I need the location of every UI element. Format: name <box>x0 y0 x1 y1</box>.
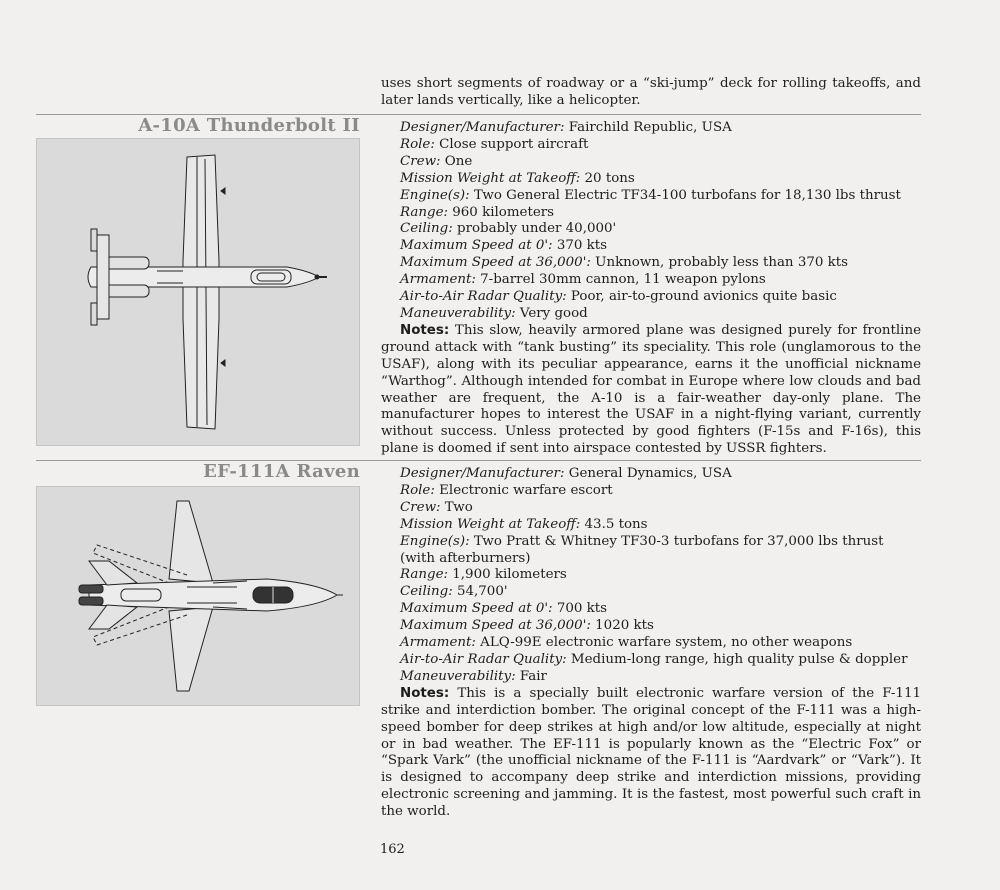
spec-speed-sea-level: Maximum Speed at 0': 700 kts <box>400 601 608 617</box>
spec-designer: Designer/Manufacturer: Fairchild Republic, USA <box>400 120 732 135</box>
intro-text: uses short segments of roadway or a “ski-jump” deck for rolling takeoffs, and later lands vertically, like a helicopter. <box>381 76 921 108</box>
spec-weight: Mission Weight at Takeoff: 20 tons <box>400 170 635 186</box>
spec-designer: Designer/Manufacturer: General Dynamics, USA <box>400 466 732 481</box>
ef111-planform-drawing <box>37 487 359 705</box>
ef111-notes: Notes: This is a specially built electronic warfare version of the F-111 strike and interdiction bomber. The original concept of the F-111 was a high-speed bomber for deep strikes at high and/or low altitude, especially at night or in bad weather. The EF-111 is popularly known as the “Electric Fox” or “Spark Vark” (the unofficial nickname of the F-111 is “Aardvark” or “Vark”). It is designed to accompany deep strike and interdiction missions, providing electronic screening and jamming. It is the fastest, most powerful such craft in the world. <box>381 685 921 820</box>
ef111-specifications <box>381 466 921 821</box>
spec-weight: Mission Weight at Takeoff: 43.5 tons <box>400 516 648 532</box>
page-number: 162 <box>380 842 405 857</box>
spec-armament: Armament: 7-barrel 30mm cannon, 11 weapon pylons <box>400 272 766 288</box>
spec-speed-altitude: Maximum Speed at 36,000': 1020 kts <box>400 618 654 634</box>
spec-radar: Air-to-Air Radar Quality: Medium-long range, high quality pulse & doppler <box>400 651 908 667</box>
spec-radar: Air-to-Air Radar Quality: Poor, air-to-ground avionics quite basic <box>400 289 837 305</box>
spec-speed-sea-level: Maximum Speed at 0': 370 kts <box>400 238 608 254</box>
intro-paragraph <box>381 76 921 110</box>
a10-illustration <box>36 138 360 446</box>
spec-engines: Engine(s): Two Pratt & Whitney TF30-3 turbofans for 37,000 lbs thrust (with afterburners) <box>400 533 884 566</box>
spec-maneuverability: Maneuverability: Very good <box>400 305 588 321</box>
spec-crew: Crew: Two <box>400 499 473 515</box>
spec-range: Range: 1,900 kilometers <box>400 567 567 583</box>
a10-planform-drawing <box>37 139 359 445</box>
spec-crew: Crew: One <box>400 153 473 169</box>
spec-speed-altitude: Maximum Speed at 36,000': Unknown, probably less than 370 kts <box>400 255 848 271</box>
a10-specifications <box>381 120 921 458</box>
spec-engines: Engine(s): Two General Electric TF34-100 turbofans for 18,130 lbs thrust <box>400 187 901 203</box>
aircraft-title: EF-111A Raven <box>203 461 360 482</box>
spec-ceiling: Ceiling: probably under 40,000' <box>400 221 617 237</box>
spec-ceiling: Ceiling: 54,700' <box>400 584 508 600</box>
spec-role: Role: Electronic warfare escort <box>400 482 613 498</box>
spec-maneuverability: Maneuverability: Fair <box>400 668 547 684</box>
spec-armament: Armament: ALQ-99E electronic warfare system, no other weapons <box>400 635 853 651</box>
aircraft-title: A-10A Thunderbolt II <box>138 115 360 136</box>
spec-role: Role: Close support aircraft <box>400 136 589 152</box>
spec-range: Range: 960 kilometers <box>400 204 555 220</box>
ef111-illustration <box>36 486 360 706</box>
a10-notes: Notes: This slow, heavily armored plane was designed purely for frontline ground attack with “tank busting” its speciality. This role (unglamorous to the USAF), along with its peculiar appearance, earns it the unofficial nickname “Warthog”. Although intended for combat in Europe where low clouds and bad weather are frequent, the A-10 is a fair-weather day-only plane. The manufacturer hopes to interest the USAF in a night-flying variant, currently without success. Unless protected by good fighters (F-15s and F-16s), this plane is doomed if sent into airspace contested by USSR fighters. <box>381 322 921 457</box>
